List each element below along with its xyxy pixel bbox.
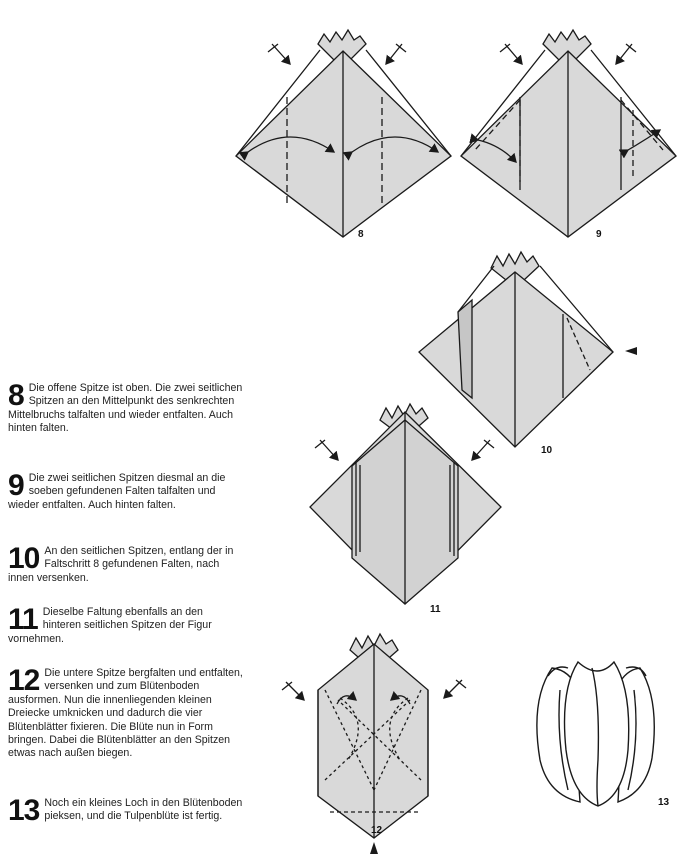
step-text: Die offene Spitze ist oben. Die zwei seitlichen Spitzen an den Mittelpunkt des senkrechten Mittelbruchs talfalten und wieder entfalten. Auch hinten falten. [8, 382, 243, 435]
figure-10 [419, 252, 637, 447]
step-number: 13 [8, 794, 40, 827]
step-text: Die untere Spitze bergfalten und entfalten, versenken und zum Blütenboden ausformen. Nun die innenliegenden kleinen Dreiecke umknicken und dadurch die vier Blütenblätter fixieren. Die Blüte nun in Form bringen. Dabei die Blütenblätter an den Spitzen etwas nach außen biegen. [8, 667, 243, 760]
figure-label-8: 8 [358, 229, 364, 240]
step-text: Noch ein kleines Loch in den Blütenboden pieksen, und die Tulpenblüte ist fertig. [44, 797, 243, 823]
step-11 [8, 603, 244, 646]
figure-label-10: 10 [541, 445, 553, 456]
step-text: Die zwei seitlichen Spitzen diesmal an die soeben gefundenen Falten talfalten und wieder entfalten. Auch hinten falten. [8, 472, 226, 511]
figure-label-12: 12 [371, 825, 383, 836]
figure-12 [282, 634, 466, 854]
step-9 [8, 469, 244, 512]
step-number: 8 [8, 379, 24, 412]
step-text: Dieselbe Faltung ebenfalls an den hinteren seitlichen Spitzen der Figur vornehmen. [8, 606, 212, 645]
figure-13 [537, 662, 654, 806]
figure-11 [310, 404, 501, 604]
figure-label-11: 11 [430, 604, 441, 615]
step-8 [8, 379, 244, 436]
step-12 [8, 664, 244, 761]
step-number: 10 [8, 542, 40, 575]
figure-label-9: 9 [596, 229, 602, 240]
step-number: 9 [8, 469, 24, 502]
figure-8 [236, 30, 451, 237]
step-number: 12 [8, 664, 40, 697]
step-13 [8, 794, 244, 827]
figure-label-13: 13 [658, 797, 670, 808]
step-10 [8, 542, 244, 585]
step-number: 11 [8, 603, 38, 636]
figure-9 [461, 30, 676, 237]
step-text: An den seitlichen Spitzen, entlang der in Faltschritt 8 gefundenen Falten, nach innen versenken. [8, 545, 234, 584]
